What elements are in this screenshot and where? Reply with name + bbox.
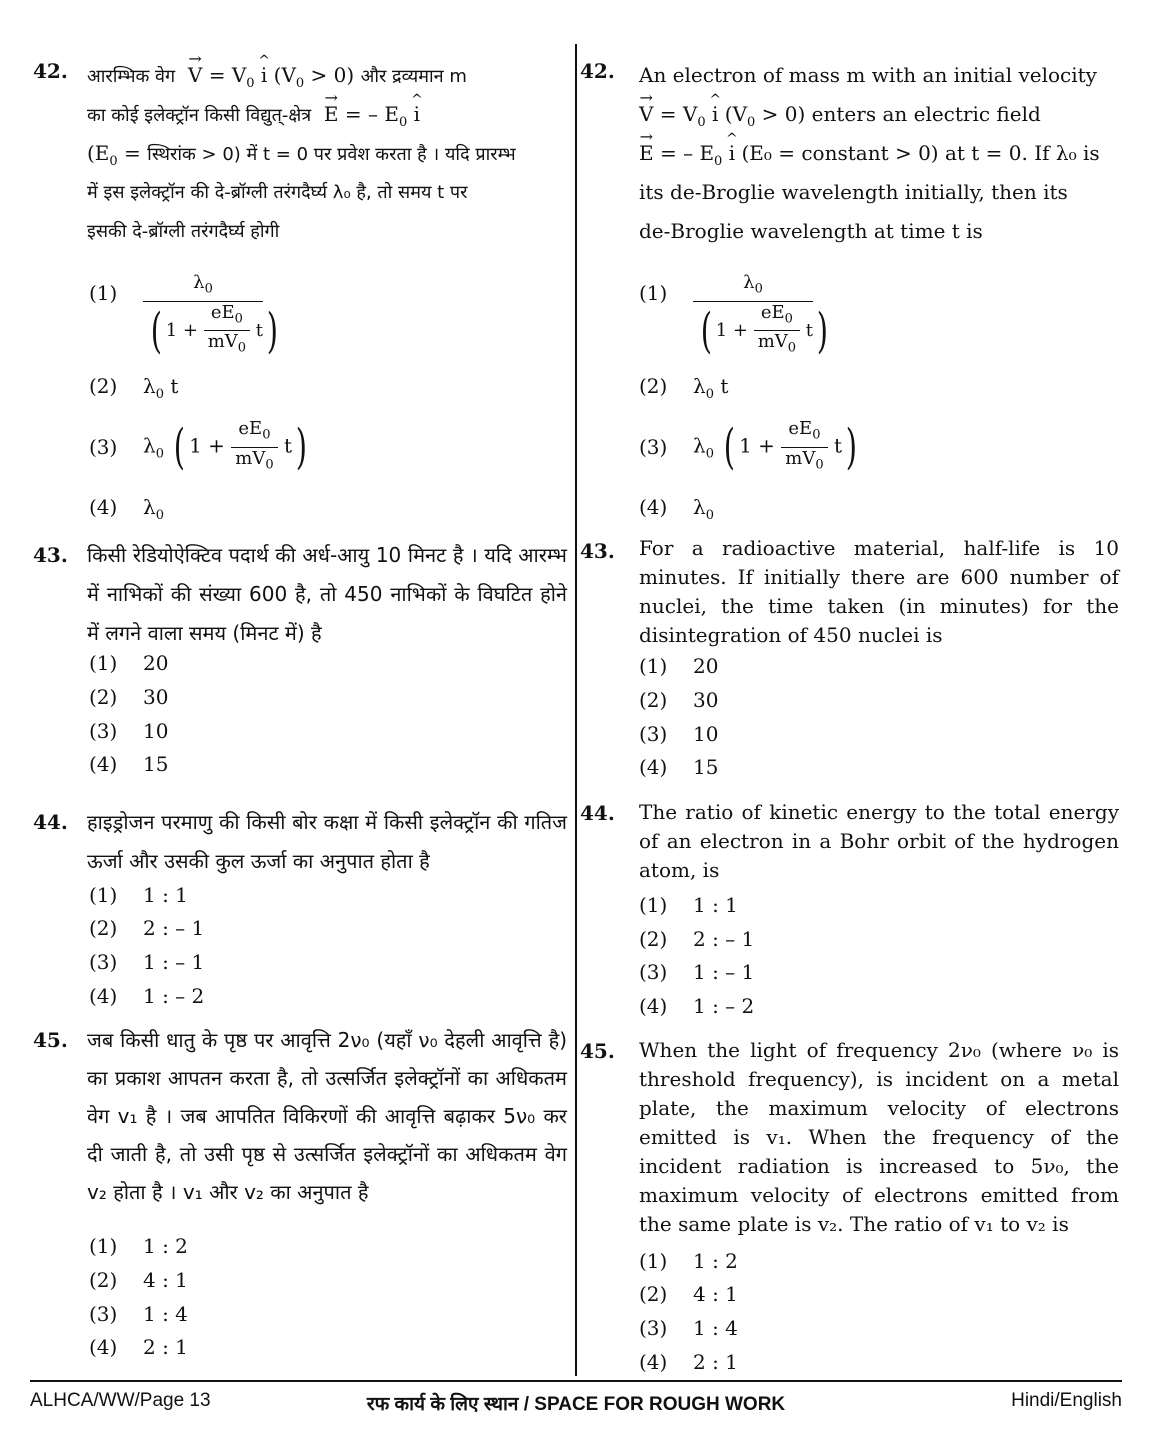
rough-work-label: रफ कार्य के लिए स्थान / SPACE FOR ROUGH WORK [366,1394,786,1415]
footer-rule [30,1380,1122,1382]
page-number: ALHCA/WW/Page 13 [30,1390,211,1411]
page-footer [30,1390,1122,1414]
language-label: Hindi/English [1011,1390,1122,1411]
question-number: 42. [33,59,68,83]
column-divider [575,44,577,1376]
